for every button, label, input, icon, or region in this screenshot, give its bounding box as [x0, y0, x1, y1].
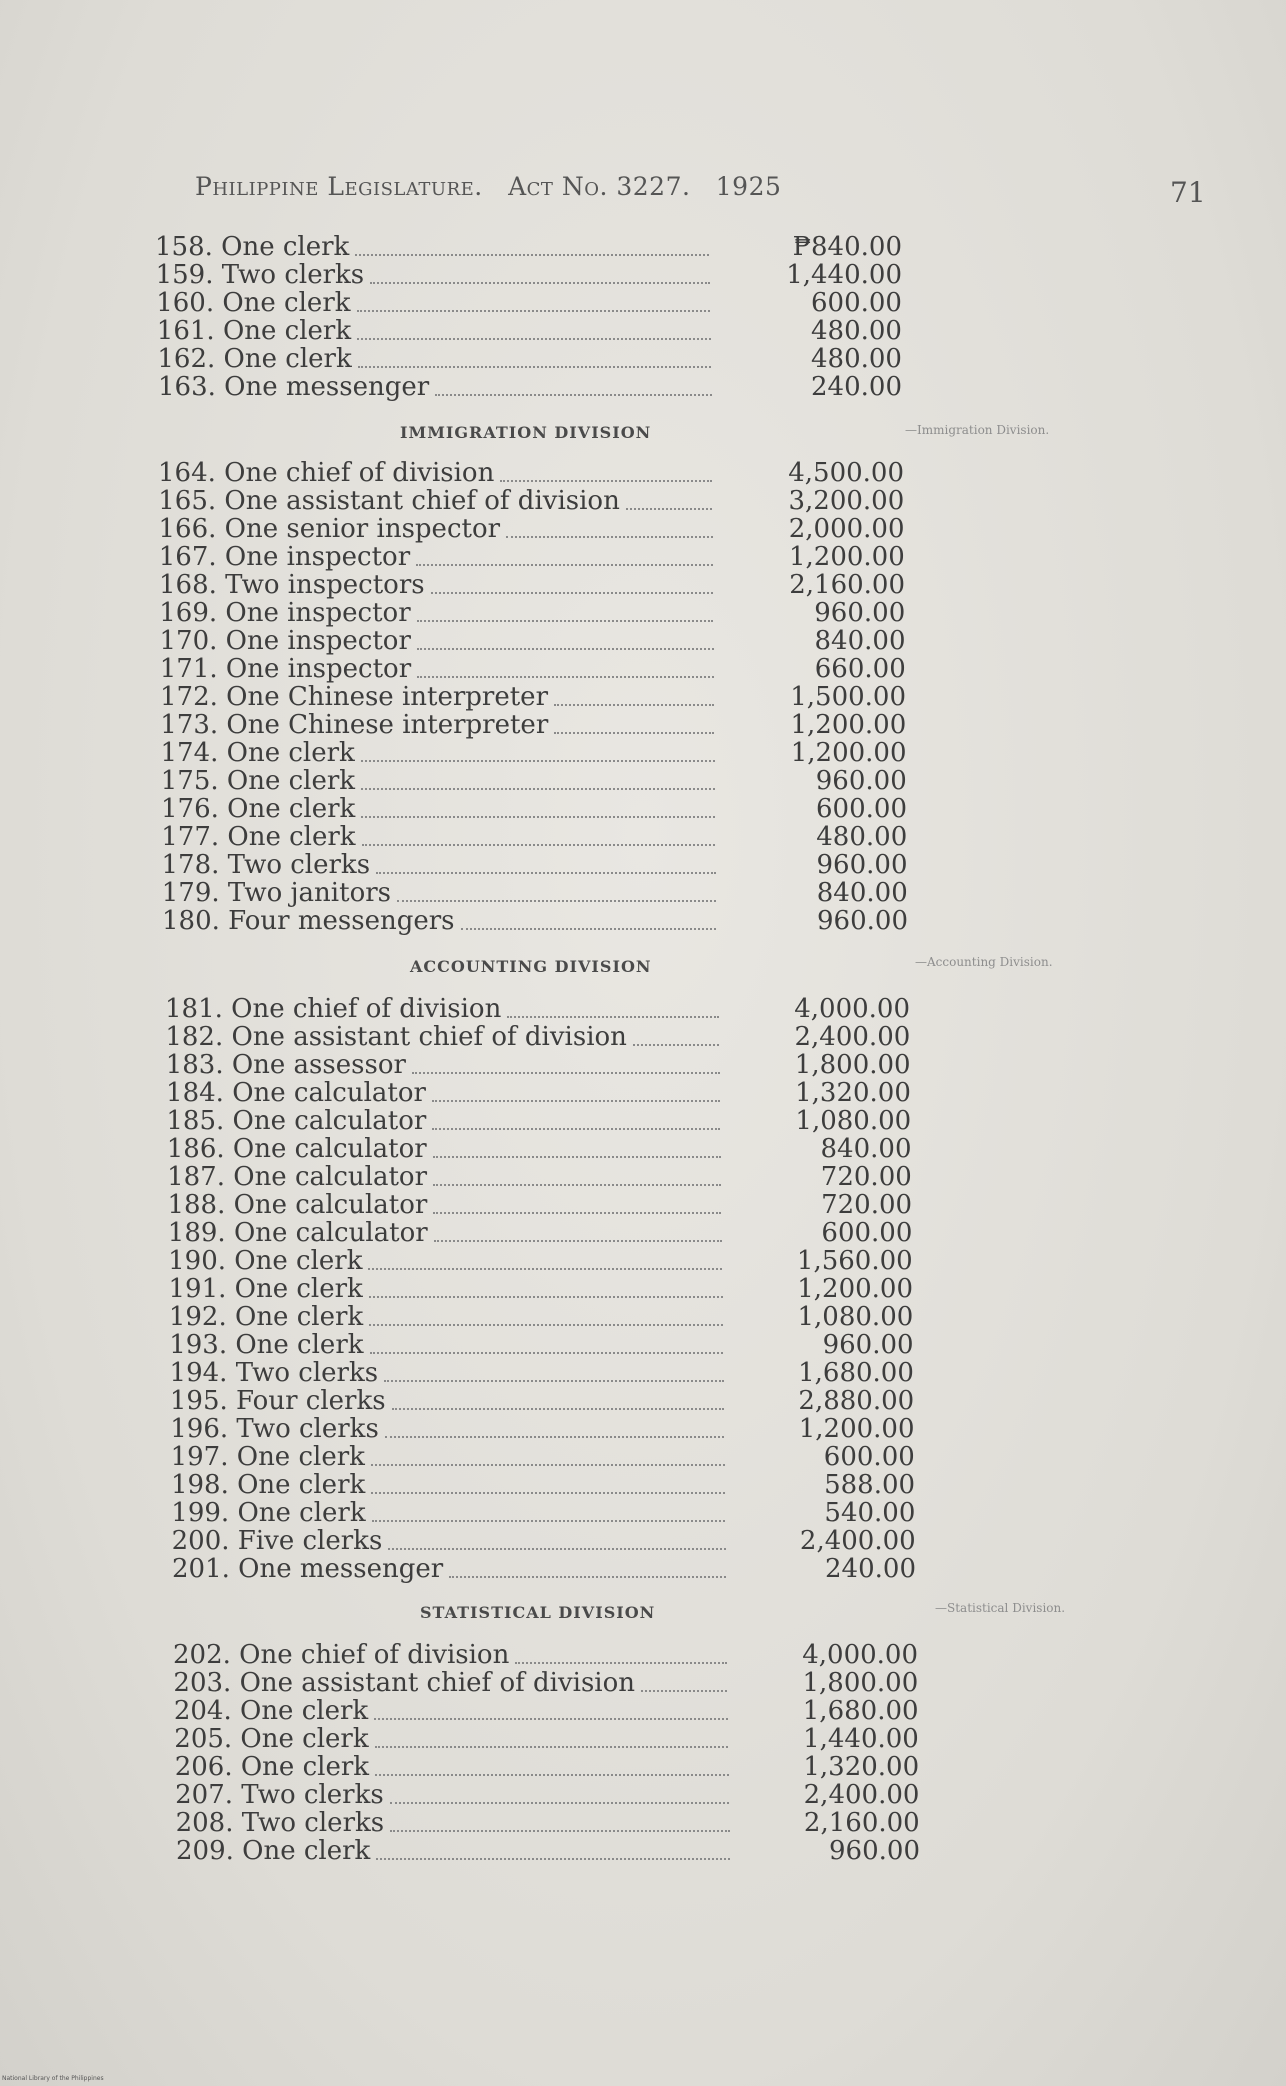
item-label — [156, 260, 716, 290]
dot-leader — [412, 1050, 720, 1074]
dot-leader — [554, 682, 714, 706]
item-label — [171, 1498, 731, 1528]
item-text: 181. One chief of division — [165, 994, 502, 1024]
dot-leader — [371, 1470, 725, 1494]
item-amount: 960.00 — [815, 766, 907, 796]
dot-leader — [375, 1752, 729, 1776]
item-label — [158, 458, 718, 488]
footer-credit: National Library of the Philippines — [2, 2075, 104, 2082]
item-label — [158, 372, 718, 402]
item-amount: 4,000.00 — [794, 994, 910, 1024]
item-label — [173, 1640, 733, 1670]
item-text: 196. Two clerks — [170, 1414, 379, 1444]
item-label — [167, 1190, 727, 1220]
section-heading: ACCOUNTING DIVISION — [410, 957, 652, 976]
item-text: 161. One clerk — [156, 316, 352, 346]
item-amount: 588.00 — [824, 1470, 916, 1500]
item-amount: 1,680.00 — [798, 1358, 914, 1388]
item-label — [169, 1274, 729, 1304]
dot-leader — [362, 822, 716, 846]
item-label — [159, 542, 719, 572]
item-text: 188. One calculator — [167, 1190, 428, 1220]
item-label — [174, 1696, 734, 1726]
item-amount: 840.00 — [814, 626, 906, 656]
item-text: 160. One clerk — [156, 288, 351, 318]
item-label — [160, 626, 720, 656]
item-label — [155, 232, 715, 262]
item-amount: 2,400.00 — [803, 1780, 920, 1810]
item-text: 168. Two inspectors — [159, 570, 425, 600]
item-label — [175, 1780, 735, 1810]
dot-leader — [431, 570, 713, 594]
item-amount: 2,160.00 — [789, 570, 905, 600]
dot-leader — [388, 1526, 725, 1550]
dot-leader — [633, 1022, 719, 1046]
item-text: 193. One clerk — [169, 1330, 364, 1360]
item-text: 173. One Chinese interpreter — [160, 710, 549, 740]
dot-leader — [417, 654, 714, 678]
item-label — [166, 1050, 726, 1080]
dot-leader — [370, 1330, 724, 1354]
item-text: 192. One clerk — [168, 1302, 364, 1332]
dot-leader — [435, 372, 712, 396]
item-text: 162. One clerk — [157, 344, 352, 374]
item-label — [160, 682, 720, 712]
item-amount: 480.00 — [811, 316, 902, 346]
item-text: 183. One assessor — [165, 1050, 406, 1080]
item-label — [166, 1078, 726, 1108]
item-label — [161, 794, 721, 824]
item-label — [173, 1668, 733, 1698]
dot-leader — [372, 1498, 726, 1522]
item-text: 206. One clerk — [174, 1752, 370, 1782]
dot-leader — [507, 994, 719, 1018]
item-amount: 540.00 — [824, 1498, 916, 1528]
item-label — [168, 1246, 728, 1276]
item-label — [175, 1752, 735, 1782]
item-amount: 1,800.00 — [794, 1050, 911, 1080]
item-amount: 600.00 — [816, 794, 907, 824]
item-label — [159, 598, 719, 628]
item-text: 186. One calculator — [166, 1134, 427, 1164]
item-amount: 1,080.00 — [797, 1302, 914, 1332]
item-amount: ₱840.00 — [792, 232, 902, 262]
dot-leader — [500, 458, 712, 482]
item-text: 200. Five clerks — [171, 1526, 383, 1556]
item-label — [168, 1218, 728, 1248]
item-text: 195. Four clerks — [169, 1386, 386, 1416]
item-amount: 2,160.00 — [803, 1808, 920, 1838]
item-text: 171. One inspector — [159, 654, 412, 684]
item-label — [165, 994, 725, 1024]
item-amount: 1,800.00 — [802, 1668, 919, 1698]
item-amount: 1,320.00 — [803, 1752, 920, 1782]
item-amount: 840.00 — [816, 878, 908, 908]
item-amount: 1,200.00 — [798, 1414, 915, 1444]
dot-leader — [368, 1246, 722, 1270]
dot-leader — [506, 514, 712, 538]
item-text: 208. Two clerks — [175, 1808, 385, 1838]
item-amount: 1,440.00 — [803, 1724, 919, 1754]
item-amount: 4,500.00 — [788, 458, 904, 488]
item-amount: 480.00 — [811, 344, 902, 374]
item-amount: 720.00 — [821, 1190, 913, 1220]
item-label — [169, 1302, 729, 1332]
dot-leader — [417, 598, 714, 622]
item-text: 174. One clerk — [160, 738, 355, 768]
dot-leader — [416, 542, 713, 566]
item-text: 159. Two clerks — [155, 260, 365, 290]
dot-leader — [433, 1162, 721, 1186]
page-header — [195, 172, 781, 201]
item-text: 158. One clerk — [155, 232, 350, 262]
item-text: 172. One Chinese interpreter — [160, 682, 548, 712]
item-amount: 600.00 — [821, 1218, 913, 1248]
item-text: 166. One senior inspector — [158, 514, 501, 544]
margin-note: —Statistical Division. — [935, 1601, 1066, 1615]
dot-leader — [358, 344, 712, 368]
item-text: 180. Four messengers — [162, 906, 455, 936]
item-text: 201. One messenger — [172, 1554, 444, 1584]
dot-leader — [375, 1724, 729, 1748]
dot-leader — [370, 260, 709, 284]
item-label — [167, 1134, 727, 1164]
item-amount: 1,500.00 — [790, 682, 906, 712]
item-label — [165, 1022, 725, 1052]
section-heading: IMMIGRATION DIVISION — [400, 423, 652, 442]
dot-leader — [432, 1078, 720, 1102]
item-label — [160, 654, 720, 684]
item-text: 191. One clerk — [168, 1274, 363, 1304]
item-label — [156, 288, 716, 318]
header-title: Philippine Legislature. — [195, 172, 483, 201]
item-label — [166, 1106, 726, 1136]
item-label — [162, 850, 722, 880]
item-label — [172, 1526, 732, 1556]
item-label — [170, 1358, 730, 1388]
dot-leader — [357, 316, 711, 340]
item-label — [170, 1386, 730, 1416]
item-label — [176, 1836, 736, 1866]
item-text: 202. One chief of division — [173, 1640, 510, 1670]
item-amount: 1,080.00 — [795, 1106, 912, 1136]
item-text: 209. One clerk — [176, 1836, 371, 1866]
item-text: 176. One clerk — [161, 794, 356, 824]
header-year: 1925 — [715, 172, 782, 201]
item-label — [170, 1414, 730, 1444]
item-amount: 1,200.00 — [797, 1274, 913, 1304]
item-label — [157, 344, 717, 374]
dot-leader — [641, 1668, 727, 1692]
dot-leader — [390, 1808, 729, 1832]
dot-leader — [369, 1302, 723, 1326]
item-label — [157, 316, 717, 346]
item-text: 182. One assistant chief of division — [165, 1022, 627, 1052]
item-amount: 600.00 — [823, 1442, 915, 1472]
dot-leader — [392, 1386, 724, 1410]
item-label — [162, 906, 722, 936]
item-text: 177. One clerk — [161, 822, 356, 852]
item-amount: 2,400.00 — [794, 1022, 911, 1052]
item-amount: 2,400.00 — [799, 1526, 916, 1556]
dot-leader — [554, 710, 714, 734]
dot-leader — [374, 1696, 728, 1720]
item-amount: 960.00 — [829, 1836, 920, 1866]
item-label — [161, 738, 721, 768]
dot-leader — [461, 906, 716, 930]
item-label — [161, 822, 721, 852]
item-text: 175. One clerk — [160, 766, 356, 796]
item-label — [176, 1808, 736, 1838]
item-text: 164. One chief of division — [158, 458, 495, 488]
dot-leader — [432, 1106, 720, 1130]
item-text: 204. One clerk — [173, 1696, 369, 1726]
dot-leader — [449, 1554, 726, 1578]
dot-leader — [397, 878, 716, 902]
dot-leader — [371, 1442, 725, 1466]
item-amount: 4,000.00 — [802, 1640, 918, 1670]
item-label — [174, 1724, 734, 1754]
item-amount: 600.00 — [811, 288, 902, 318]
item-text: 207. Two clerks — [175, 1780, 384, 1810]
item-text: 198. One clerk — [170, 1470, 366, 1500]
item-amount: 960.00 — [814, 598, 906, 628]
item-amount: 2,880.00 — [798, 1386, 915, 1416]
item-label — [171, 1442, 731, 1472]
item-label — [172, 1554, 732, 1584]
item-text: 199. One clerk — [171, 1498, 366, 1528]
dot-leader — [390, 1780, 729, 1804]
item-amount: 1,200.00 — [790, 710, 907, 740]
item-text: 205. One clerk — [174, 1724, 369, 1754]
item-label — [159, 570, 719, 600]
item-label — [161, 766, 721, 796]
item-text: 170. One inspector — [159, 626, 411, 656]
item-text: 190. One clerk — [168, 1246, 363, 1276]
item-text: 194. Two clerks — [169, 1358, 379, 1388]
header-act: Act No. 3227. — [508, 172, 691, 201]
item-text: 187. One calculator — [167, 1162, 427, 1192]
dot-leader — [369, 1274, 723, 1298]
dot-leader — [515, 1640, 727, 1664]
item-label — [162, 878, 722, 908]
item-label — [171, 1470, 731, 1500]
item-text: 189. One calculator — [167, 1218, 428, 1248]
margin-note: —Accounting Division. — [915, 955, 1053, 969]
item-label — [158, 486, 718, 516]
item-label — [159, 514, 719, 544]
dot-leader — [357, 288, 711, 312]
item-text: 197. One clerk — [170, 1442, 365, 1472]
dot-leader — [626, 486, 712, 510]
item-text: 163. One messenger — [158, 372, 430, 402]
margin-note: —Immigration Division. — [905, 423, 1050, 437]
item-text: 179. Two janitors — [161, 878, 391, 908]
dot-leader — [361, 766, 715, 790]
item-amount: 1,200.00 — [788, 542, 905, 572]
item-label — [160, 710, 720, 740]
item-amount: 960.00 — [816, 850, 908, 880]
item-text: 169. One inspector — [159, 598, 411, 628]
dot-leader — [361, 738, 715, 762]
item-amount: 1,680.00 — [802, 1696, 919, 1726]
dot-leader — [385, 1414, 724, 1438]
item-text: 203. One assistant chief of division — [173, 1668, 635, 1698]
page-number: 71 — [1170, 176, 1206, 209]
item-text: 184. One calculator — [166, 1078, 426, 1108]
item-amount: 960.00 — [822, 1330, 914, 1360]
dot-leader — [361, 794, 715, 818]
item-amount: 660.00 — [814, 654, 906, 684]
item-amount: 240.00 — [825, 1554, 916, 1584]
item-amount: 1,320.00 — [795, 1078, 911, 1108]
item-text: 167. One inspector — [158, 542, 411, 572]
item-amount: 240.00 — [811, 372, 902, 402]
item-text: 165. One assistant chief of division — [158, 486, 620, 516]
dot-leader — [434, 1218, 722, 1242]
item-text: 185. One calculator — [166, 1106, 427, 1136]
item-amount: 1,200.00 — [790, 738, 907, 768]
dot-leader — [433, 1190, 721, 1214]
item-label — [169, 1330, 729, 1360]
item-amount: 840.00 — [820, 1134, 912, 1164]
item-amount: 480.00 — [816, 822, 908, 852]
dot-leader — [376, 1836, 730, 1860]
dot-leader — [355, 232, 709, 256]
section-heading: STATISTICAL DIVISION — [420, 1603, 656, 1622]
item-label — [167, 1162, 727, 1192]
item-amount: 720.00 — [820, 1162, 912, 1192]
item-amount: 3,200.00 — [788, 486, 905, 516]
item-amount: 2,000.00 — [788, 514, 905, 544]
dot-leader — [433, 1134, 721, 1158]
dot-leader — [376, 850, 715, 874]
dot-leader — [384, 1358, 723, 1382]
item-amount: 1,440.00 — [786, 260, 902, 290]
item-amount: 1,560.00 — [796, 1246, 913, 1276]
item-text: 178. Two clerks — [161, 850, 371, 880]
item-amount: 960.00 — [817, 906, 908, 936]
dot-leader — [417, 626, 714, 650]
